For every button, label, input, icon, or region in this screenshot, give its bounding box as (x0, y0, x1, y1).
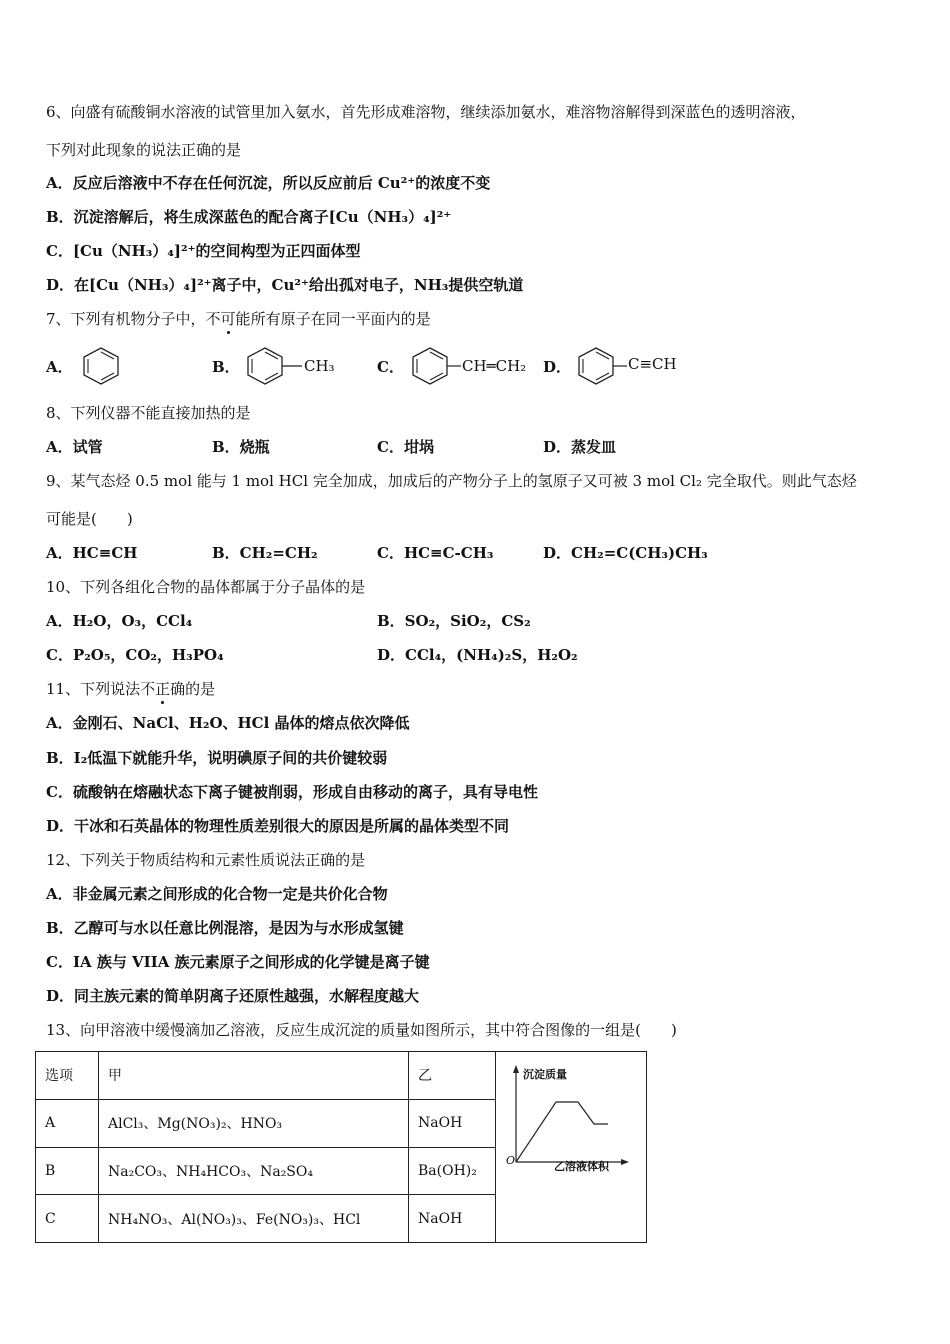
q8-option-d: D．蒸发皿 (543, 438, 617, 456)
q7-option-a-label: A． (46, 358, 73, 376)
q11-stem: 11、下列说法不正确的是 (46, 680, 216, 698)
q8-option-a: A．试管 (46, 438, 103, 456)
precipitate-curve (516, 1102, 608, 1162)
header-jia: 甲 (99, 1052, 409, 1100)
phenylacetylene-ring-d (575, 346, 619, 386)
q12-option-a: A．非金属元素之间形成的化合物一定是共价化合物 (46, 885, 388, 903)
q12-option-b: B．乙醇可与水以任意比例混溶，是因为与水形成氢键 (46, 919, 404, 937)
q6-stem-line2: 下列对此现象的说法正确的是 (46, 141, 242, 159)
row-c-jia: NH₄NO₃、Al(NO₃)₃、Fe(NO₃)₃、HCl (99, 1195, 409, 1243)
q10-stem: 10、下列各组化合物的晶体都属于分子晶体的是 (46, 578, 366, 596)
row-a-jia: AlCl₃、Mg(NO₃)₂、HNO₃ (99, 1099, 409, 1147)
header-yi: 乙 (409, 1052, 496, 1100)
q9-option-d: D．CH₂=C(CH₃)CH₃ (543, 544, 708, 562)
q7-emph-text: 不可能 (205, 310, 251, 328)
q7-b-substituent: CH₃ (304, 357, 335, 375)
q7-c-substituent: CH═CH₂ (462, 357, 527, 375)
q10-option-b: B．SO₂，SiO₂，CS₂ (377, 612, 531, 630)
q8-option-b: B．烧瓶 (212, 438, 270, 456)
row-c-option: C (36, 1195, 99, 1243)
q6-option-b: B．沉淀溶解后，将生成深蓝色的配合离子[Cu（NH₃）₄]²⁺ (46, 208, 452, 226)
q12-option-c: C．IA 族与 VIIA 族元素原子之间形成的化学键是离子键 (46, 953, 430, 971)
q11-emphasis: 不正确 (140, 680, 186, 698)
q8-stem: 8、下列仪器不能直接加热的是 (46, 404, 251, 422)
q13-table (35, 1051, 647, 1243)
q7-option-b-label: B． (212, 358, 240, 376)
row-a-option: A (36, 1099, 99, 1147)
q11-option-c: C．硫酸钠在熔融状态下离子键被削弱，形成自由移动的离子，具有导电性 (46, 783, 538, 801)
q9-stem-line2: 可能是( ) (46, 510, 133, 528)
q12-stem: 12、下列关于物质结构和元素性质说法正确的是 (46, 851, 366, 869)
row-b-option: B (36, 1147, 99, 1195)
row-b-yi: Ba(OH)₂ (409, 1147, 496, 1195)
q9-option-b: B．CH₂=CH₂ (212, 544, 318, 562)
graph-xlabel: 乙溶液体积 (554, 1160, 609, 1173)
row-a-yi: NaOH (409, 1099, 496, 1147)
q11-option-a: A．金刚石、NaCl、H₂O、HCl 晶体的熔点依次降低 (46, 714, 410, 732)
q10-option-d: D．CCl₄，(NH₄)₂S，H₂O₂ (377, 646, 578, 664)
q9-stem-line1: 9、某气态烃 0.5 mol 能与 1 mol HCl 完全加成，加成后的产物分子上的氢原子又可被 3 mol Cl₂ 完全取代。则此气态烃 (46, 472, 857, 490)
toluene-ring-b (244, 346, 288, 386)
q13-graph-cell (496, 1052, 647, 1243)
graph-ylabel: 沉淀质量 (523, 1068, 567, 1081)
q7-emphasis (206, 310, 251, 328)
q9-option-a: A．HC≡CH (46, 544, 138, 562)
q11-option-b: B．I₂低温下就能升华，说明碘原子间的共价键较弱 (46, 749, 388, 767)
q7-d-substituent: C≡CH (628, 355, 677, 373)
q12-option-d: D．同主族元素的简单阴离子还原性越强，水解程度越大 (46, 987, 420, 1005)
table-header-row (36, 1052, 647, 1100)
q9-option-c: C．HC≡C-CH₃ (377, 544, 494, 562)
q7-stem: 7、下列有机物分子中，不可能所有原子在同一平面内的是 (46, 310, 431, 328)
benzene-structure-a (80, 346, 122, 386)
q7-option-d-label: D． (543, 358, 572, 376)
row-b-jia: Na₂CO₃、NH₄HCO₃、Na₂SO₄ (99, 1147, 409, 1195)
q6-stem-line1: 6、向盛有硫酸铜水溶液的试管里加入氨水，首先形成难溶物，继续添加氨水，难溶物溶解得到深蓝色的透明溶液， (46, 103, 806, 121)
header-option: 选项 (36, 1052, 99, 1100)
q6-option-a: A．反应后溶液中不存在任何沉淀，所以反应前后 Cu²⁺的浓度不变 (46, 174, 491, 192)
styrene-ring-c (409, 346, 453, 386)
q6-option-d: D．在[Cu（NH₃）₄]²⁺离子中，Cu²⁺给出孤对电子，NH₃提供空轨道 (46, 276, 524, 294)
row-c-yi: NaOH (409, 1195, 496, 1243)
q8-option-c: C．坩埚 (377, 438, 434, 456)
q10-option-c: C．P₂O₅，CO₂，H₃PO₄ (46, 646, 224, 664)
q10-option-a: A．H₂O，O₃，CCl₄ (46, 612, 193, 630)
q6-option-c: C．[Cu（NH₃）₄]²⁺的空间构型为正四面体型 (46, 242, 361, 260)
q11-option-d: D．干冰和石英晶体的物理性质差别很大的原因是所属的晶体类型不同 (46, 817, 510, 835)
q7-option-c-label: C． (377, 358, 404, 376)
graph-origin: O (506, 1154, 516, 1167)
q13-stem: 13、向甲溶液中缓慢滴加乙溶液，反应生成沉淀的质量如图所示，其中符合图像的一组是( ) (46, 1021, 677, 1039)
